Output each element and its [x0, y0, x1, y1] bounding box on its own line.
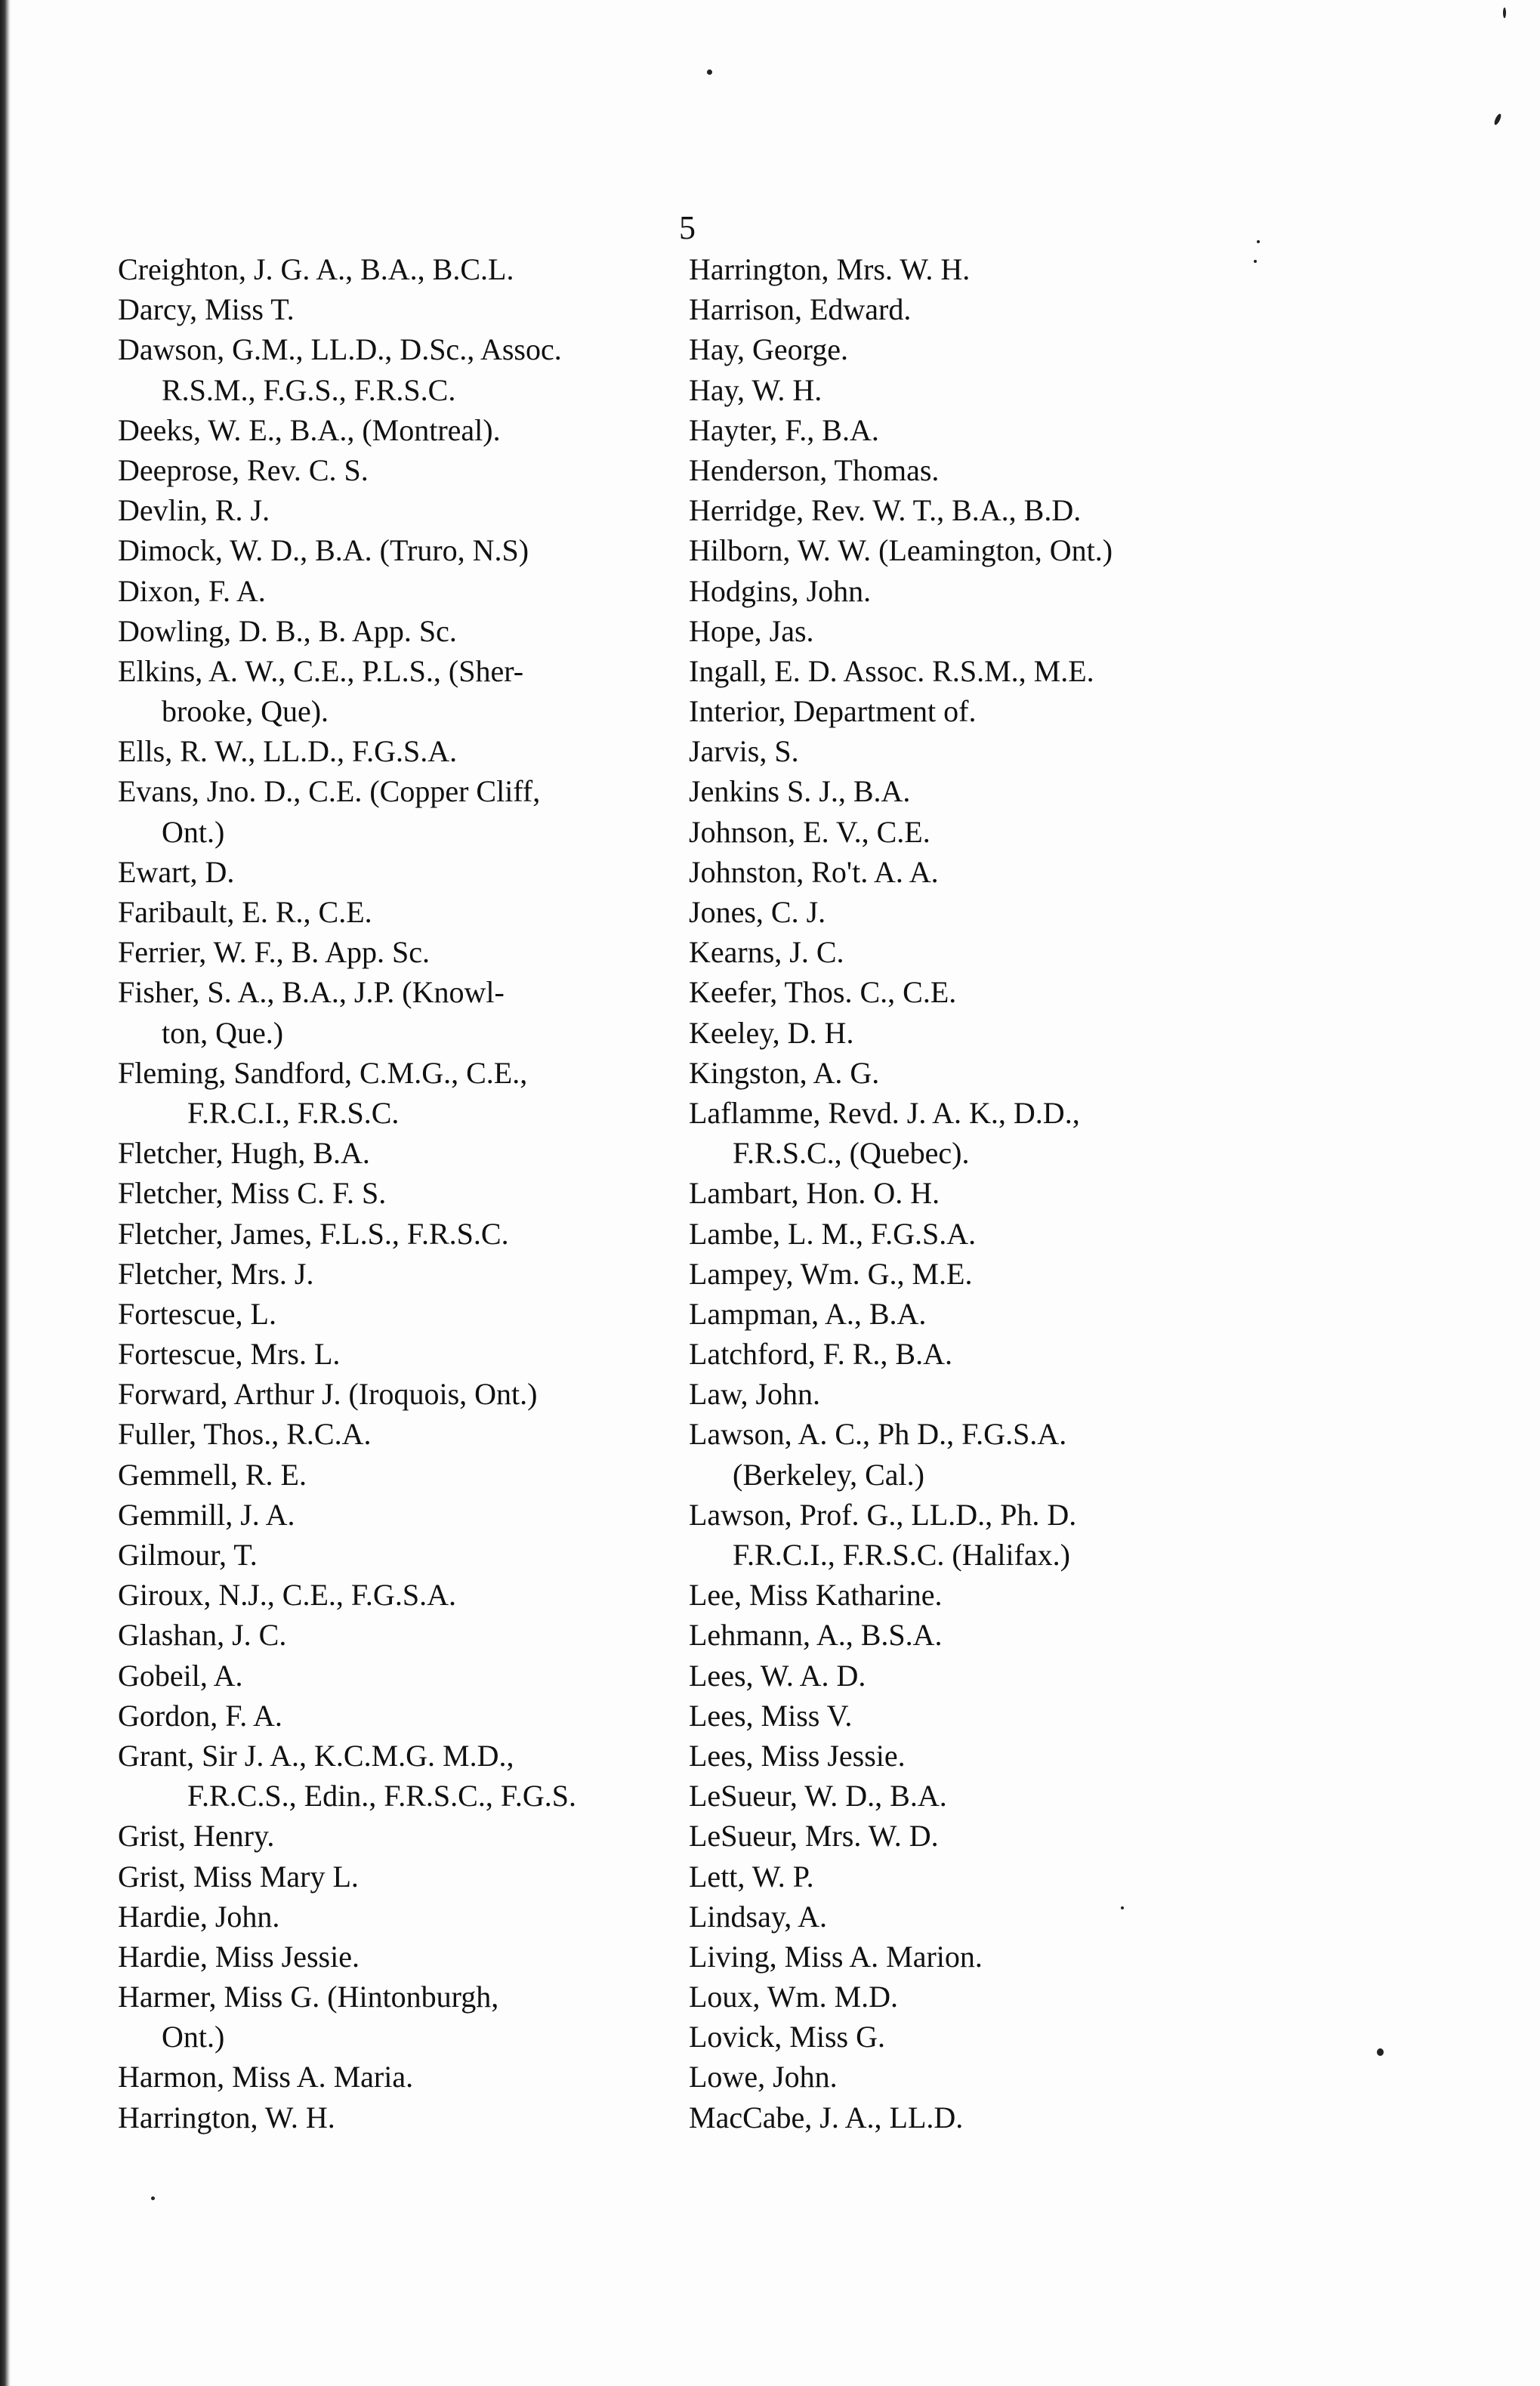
member-entry: Lees, W. A. D. — [689, 1658, 866, 1693]
binding-edge — [0, 0, 11, 2386]
member-entry: Hardie, John. — [118, 1899, 280, 1934]
member-entry: Lehmann, A., B.S.A. — [689, 1618, 943, 1653]
member-entry: LeSueur, Mrs. W. D. — [689, 1819, 939, 1854]
member-entry: Keefer, Thos. C., C.E. — [689, 975, 957, 1010]
member-entry: Laflamme, Revd. J. A. K., D.D., — [689, 1095, 1080, 1130]
member-entry: Hardie, Miss Jessie. — [118, 1939, 360, 1974]
member-entry: Evans, Jno. D., C.E. (Copper Cliff, — [118, 774, 541, 809]
page-number: 5 — [679, 209, 696, 246]
member-entry: Johnston, Ro't. A. A. — [689, 854, 939, 889]
member-entry: Fletcher, Miss C. F. S. — [118, 1176, 387, 1211]
member-entry: Deeprose, Rev. C. S. — [118, 452, 369, 487]
member-entry: Lambart, Hon. O. H. — [689, 1176, 940, 1211]
member-entry: Interior, Department of. — [689, 694, 977, 729]
member-entry: Hope, Jas. — [689, 613, 814, 648]
member-entry: Devlin, R. J. — [118, 493, 270, 528]
member-entry: R.S.M., F.G.S., F.R.S.C. — [162, 372, 456, 407]
member-entry: Lovick, Miss G. — [689, 2020, 885, 2054]
member-entry: Fleming, Sandford, C.M.G., C.E., — [118, 1055, 528, 1090]
member-entry: F.R.C.S., Edin., F.R.S.C., F.G.S. — [187, 1779, 577, 1813]
member-entry: ton, Que.) — [162, 1015, 284, 1050]
member-entry: Dawson, G.M., LL.D., D.Sc., Assoc. — [118, 332, 562, 367]
member-entry: Fletcher, Hugh, B.A. — [118, 1136, 370, 1171]
member-entry: (Berkeley, Cal.) — [733, 1457, 924, 1492]
member-entry: Faribault, E. R., C.E. — [118, 895, 372, 929]
member-entry: Lambe, L. M., F.G.S.A. — [689, 1216, 977, 1251]
member-entry: Herridge, Rev. W. T., B.A., B.D. — [689, 493, 1082, 528]
member-entry: Gilmour, T. — [118, 1538, 258, 1572]
member-entry: Hilborn, W. W. (Leamington, Ont.) — [689, 533, 1113, 568]
scan-speck — [1503, 8, 1506, 18]
member-entry: Fletcher, Mrs. J. — [118, 1256, 314, 1291]
member-entry: Ingall, E. D. Assoc. R.S.M., M.E. — [689, 653, 1094, 688]
scan-speck — [1493, 113, 1502, 125]
member-entry: Giroux, N.J., C.E., F.G.S.A. — [118, 1578, 456, 1613]
scan-speck — [707, 69, 712, 75]
member-entry: Johnson, E. V., C.E. — [689, 814, 930, 849]
member-entry: Dixon, F. A. — [118, 573, 266, 608]
member-entry: Glashan, J. C. — [118, 1618, 287, 1653]
member-entry: Latchford, F. R., B.A. — [689, 1337, 952, 1372]
member-entry: Jones, C. J. — [689, 895, 826, 929]
member-entry: F.R.C.I., F.R.S.C. (Halifax.) — [733, 1538, 1070, 1572]
member-entry: Fortescue, L. — [118, 1296, 276, 1331]
member-entry: Kearns, J. C. — [689, 935, 844, 970]
member-entry: Lawson, Prof. G., LL.D., Ph. D. — [689, 1497, 1077, 1532]
scan-speck — [1377, 2048, 1384, 2056]
member-entry: Lee, Miss Katharine. — [689, 1578, 943, 1613]
member-entry: Gobeil, A. — [118, 1658, 243, 1693]
member-entry: Darcy, Miss T. — [118, 292, 295, 327]
member-entry: Loux, Wm. M.D. — [689, 1980, 899, 2014]
member-entry: Lett, W. P. — [689, 1859, 814, 1894]
member-entry: Harmon, Miss A. Maria. — [118, 2060, 414, 2094]
member-entry: Fletcher, James, F.L.S., F.R.S.C. — [118, 1216, 509, 1251]
member-entry: Dimock, W. D., B.A. (Truro, N.S) — [118, 533, 529, 568]
member-entry: Law, John. — [689, 1377, 821, 1412]
member-entry: Dowling, D. B., B. App. Sc. — [118, 613, 457, 648]
member-entry: Living, Miss A. Marion. — [689, 1939, 983, 1974]
member-entry: Grist, Henry. — [118, 1819, 275, 1854]
member-entry: Lampman, A., B.A. — [689, 1296, 927, 1331]
member-entry: Harrington, Mrs. W. H. — [689, 252, 971, 286]
member-entry: MacCabe, J. A., LL.D. — [689, 2100, 964, 2134]
member-entry: Grist, Miss Mary L. — [118, 1859, 359, 1894]
member-entry: Jenkins S. J., B.A. — [689, 774, 911, 809]
member-entry: Ewart, D. — [118, 854, 235, 889]
member-entry: Gordon, F. A. — [118, 1698, 282, 1733]
member-entry: Gemmell, R. E. — [118, 1457, 307, 1492]
member-entry: Ells, R. W., LL.D., F.G.S.A. — [118, 734, 458, 769]
member-entry: Harmer, Miss G. (Hintonburgh, — [118, 1980, 499, 2014]
scan-speck — [1257, 240, 1260, 243]
member-entry: Ont.) — [162, 814, 225, 849]
member-entry: brooke, Que). — [162, 694, 329, 729]
member-entry: Kingston, A. G. — [689, 1055, 880, 1090]
member-list-right-column — [689, 249, 1278, 2138]
member-entry: Fisher, S. A., B.A., J.P. (Knowl- — [118, 975, 505, 1010]
member-entry: Forward, Arthur J. (Iroquois, Ont.) — [118, 1377, 538, 1412]
member-entry: Henderson, Thomas. — [689, 452, 940, 487]
member-entry: Keeley, D. H. — [689, 1015, 854, 1050]
member-entry: Fuller, Thos., R.C.A. — [118, 1417, 372, 1452]
member-entry: Hodgins, John. — [689, 573, 872, 608]
member-entry: Lees, Miss V. — [689, 1698, 853, 1733]
member-entry: Fortescue, Mrs. L. — [118, 1337, 341, 1372]
member-entry: Jarvis, S. — [689, 734, 799, 769]
member-entry: Ferrier, W. F., B. App. Sc. — [118, 935, 430, 970]
member-entry: Lowe, John. — [689, 2060, 838, 2094]
member-entry: Lampey, Wm. G., M.E. — [689, 1256, 973, 1291]
member-entry: Grant, Sir J. A., K.C.M.G. M.D., — [118, 1738, 514, 1773]
member-entry: Gemmill, J. A. — [118, 1497, 295, 1532]
member-entry: Creighton, J. G. A., B.A., B.C.L. — [118, 252, 514, 286]
member-entry: Harrison, Edward. — [689, 292, 912, 327]
member-entry: Elkins, A. W., C.E., P.L.S., (Sher- — [118, 653, 524, 688]
member-entry: Deeks, W. E., B.A., (Montreal). — [118, 412, 501, 447]
scan-speck — [151, 2196, 155, 2200]
member-entry: Hay, George. — [689, 332, 849, 367]
member-entry: F.R.C.I., F.R.S.C. — [187, 1095, 400, 1130]
member-entry: Lindsay, A. — [689, 1899, 827, 1934]
member-entry: Hay, W. H. — [689, 372, 822, 407]
member-entry: Lees, Miss Jessie. — [689, 1738, 906, 1773]
member-entry: Hayter, F., B.A. — [689, 412, 879, 447]
member-entry: F.R.S.C., (Quebec). — [733, 1136, 970, 1171]
member-entry: LeSueur, W. D., B.A. — [689, 1779, 947, 1813]
member-entry: Lawson, A. C., Ph D., F.G.S.A. — [689, 1417, 1067, 1452]
member-list-left-column — [118, 249, 692, 2138]
member-entry: Ont.) — [162, 2020, 225, 2054]
member-entry: Harrington, W. H. — [118, 2100, 335, 2134]
